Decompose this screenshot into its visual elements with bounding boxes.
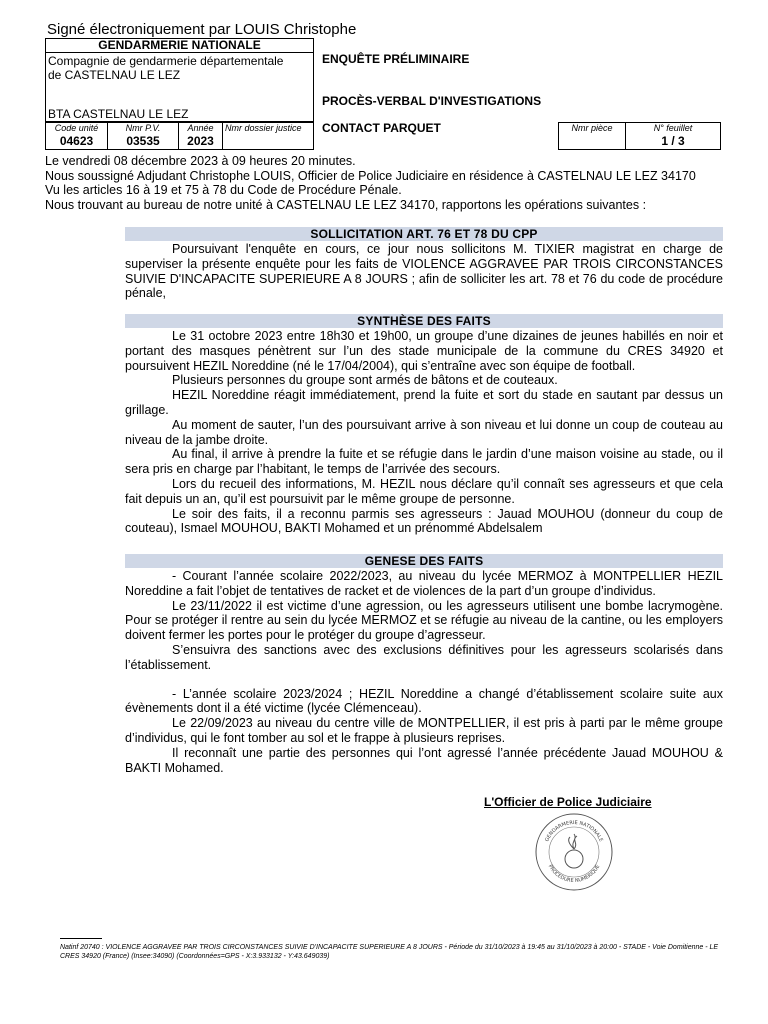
org-line1: Compagnie de gendarmerie départementale bbox=[48, 54, 284, 68]
footer-natinf: Natinf 20740 : VIOLENCE AGGRAVEE PAR TROIS CIRCONSTANCES SUIVIE D'INCAPACITE SUPERIEURE A 8 JOURS - Période du 31/10/2023 à 19:45 au 31/10/2023 à 20:00 - STADE - Voie Domitienne - LE CRES 34920 (France) (Insee:34090) (Coordonnées=GPS - X:3.933132 - Y:43.649039) bbox=[60, 944, 719, 960]
annee-value: 2023 bbox=[187, 134, 214, 148]
paragraph: Le soir des faits, il a reconnu parmis ses agresseurs : Jauad MOUHOU (donneur du coup de couteau), Ismael MOUHOU, BAKTI Mohamed et un prénommé Abdelsalem bbox=[125, 506, 723, 536]
paragraph: Le 23/11/2022 il est victime d’une agression, ou les agresseurs utilisent une bombe lacrymogène. Pour se protéger il rentre au sein du lycée MERMOZ et se réfugie au niveau de la cantine, ou les employers doivent fermer les portes pour le protéger du groupe d’agresseur. bbox=[125, 598, 723, 643]
section-body bbox=[125, 569, 723, 775]
section-title: GENESE DES FAITS bbox=[125, 554, 723, 568]
enquete-type: ENQUÊTE PRÉLIMINAIRE bbox=[322, 52, 470, 66]
gendarmerie-seal-icon bbox=[534, 812, 614, 892]
paragraph: Au moment de sauter, l’un des poursuivant arrive à son niveau et lui donne un coup de couteau au niveau de la jambe droite. bbox=[125, 417, 723, 447]
nmr-piece-label: Nmr pièce bbox=[571, 123, 613, 133]
nmr-piece-cell bbox=[558, 122, 626, 150]
organisation-box bbox=[45, 38, 314, 122]
paragraph: HEZIL Noreddine réagit immédiatement, prend la fuite et sort du stade en sautant par dessus un grillage. bbox=[125, 388, 723, 417]
paragraph: - L’année scolaire 2023/2024 ; HEZIL Noreddine a changé d’établissement scolaire suite aux évènements dont il a été victime (lycée Clémenceau). bbox=[125, 686, 723, 716]
header-table bbox=[45, 38, 721, 150]
footer-rule bbox=[60, 938, 102, 939]
paragraph: Le 31 octobre 2023 entre 18h30 et 19h00, un groupe d’une dizaines de jeunes habillés en noir et portant des masques pénètrent sur l’un des stade municipale de la commune du CRES 34920 et poursuivent HEZIL Noreddine (né le 17/04/2004), qui s’entraîne avec son équipe de football. bbox=[125, 329, 723, 373]
code-unite-value: 04623 bbox=[59, 134, 94, 148]
paragraph: Il reconnaît une partie des personnes qui l’ont agressé l’année précédente Jauad MOUHOU & BAKTI Mohamed. bbox=[125, 745, 723, 775]
section-body bbox=[125, 242, 723, 301]
svg-text:GENDARMERIE NATIONALE bbox=[544, 820, 604, 843]
pv-type: PROCÈS-VERBAL D'INVESTIGATIONS bbox=[322, 94, 542, 108]
nmr-pv-value: 03535 bbox=[126, 134, 160, 148]
feuillet-value: 1 / 3 bbox=[661, 134, 685, 148]
code-unite-label: Code unité bbox=[54, 123, 99, 133]
section-genese bbox=[125, 554, 723, 775]
intro-block bbox=[45, 154, 725, 212]
paragraph: Lors du recueil des informations, M. HEZIL nous déclare qu’il connaît ses agresseurs et que cela fait depuis un an, qu’il est poursuivit par le même groupe de personne. bbox=[125, 476, 723, 506]
unit-name: BTA CASTELNAU LE LEZ bbox=[48, 107, 189, 121]
code-unite-cell bbox=[45, 122, 108, 150]
org-line2: de CASTELNAU LE LEZ bbox=[48, 68, 181, 82]
intro-line: Nous trouvant au bureau de notre unité à CASTELNAU LE LEZ 34170, rapportons les opérations suivantes : bbox=[45, 197, 647, 212]
feuillet-cell bbox=[625, 122, 721, 150]
electronic-signature-note: Signé électroniquement par LOUIS Christophe bbox=[47, 21, 357, 38]
paragraph: Plusieurs personnes du groupe sont armés de bâtons et de couteaux. bbox=[172, 373, 558, 388]
annee-label: Année bbox=[187, 123, 214, 133]
org-title: GENDARMERIE NATIONALE bbox=[46, 39, 313, 53]
section-title: SYNTHÈSE DES FAITS bbox=[125, 314, 723, 328]
paragraph: S’ensuivra des sanctions avec des exclusions définitives pour les agresseurs scolarisés dans l’établissement. bbox=[125, 642, 723, 672]
section-title: SOLLICITATION ART. 76 ET 78 DU CPP bbox=[125, 227, 723, 241]
section-body bbox=[125, 329, 723, 536]
intro-line: Nous soussigné Adjudant Christophe LOUIS, Officier de Police Judiciaire en résidence à CASTELNAU LE LEZ 34170 bbox=[45, 168, 696, 183]
intro-line: Vu les articles 16 à 19 et 75 à 78 du Code de Procédure Pénale. bbox=[45, 183, 402, 198]
paragraph: Poursuivant l'enquête en cours, ce jour nous sollicitons M. TIXIER magistrat en charge de superviser la présente enquête pour les faits de VIOLENCE AGGRAVEE PAR TROIS CIRCONSTANCES SUIVIE D'INCAPACITE SUPERIEURE A 8 JOURS ; afin de solliciter les art. 78 et 76 du code de procédure pénale, bbox=[125, 242, 723, 301]
section-synthese bbox=[125, 314, 723, 536]
section-sollicitation bbox=[125, 227, 723, 301]
feuillet-label: N° feuillet bbox=[653, 123, 693, 133]
dossier-cell bbox=[222, 122, 314, 150]
dossier-label: Nmr dossier justice bbox=[225, 123, 302, 133]
nmr-pv-label: Nmr P.V. bbox=[125, 123, 161, 133]
svg-text:PROCEDURE NUMERIQUE bbox=[547, 864, 601, 884]
seal-bottom-text: PROCEDURE NUMERIQUE bbox=[546, 863, 602, 885]
seal-top-text: GENDARMERIE NATIONALE bbox=[544, 819, 604, 843]
signature-title: L'Officier de Police Judiciaire bbox=[484, 795, 652, 809]
paragraph: - Courant l’année scolaire 2022/2023, au niveau du lycée MERMOZ à MONTPELLIER HEZIL Noreddine a fait l’objet de tentatives de racket et de violences de la part d’un groupe d’individus. bbox=[125, 569, 723, 598]
paragraph: Au final, il arrive à prendre la fuite et se réfugie dans le jardin d’une maison voisine au stade, ou il sera pris en charge par l’habitant, le temps de l’arrivée des secours. bbox=[125, 447, 723, 477]
intro-line: Le vendredi 08 décembre 2023 à 09 heures 20 minutes. bbox=[45, 154, 356, 168]
contact-parquet: CONTACT PARQUET bbox=[322, 121, 441, 135]
paragraph: Le 22/09/2023 au niveau du centre ville de MONTPELLIER, il est pris à parti par le même groupe d’individus, qui le font tomber au sol et le frappe à plusieurs reprises. bbox=[125, 716, 723, 745]
annee-cell bbox=[178, 122, 223, 150]
nmr-pv-cell bbox=[107, 122, 179, 150]
